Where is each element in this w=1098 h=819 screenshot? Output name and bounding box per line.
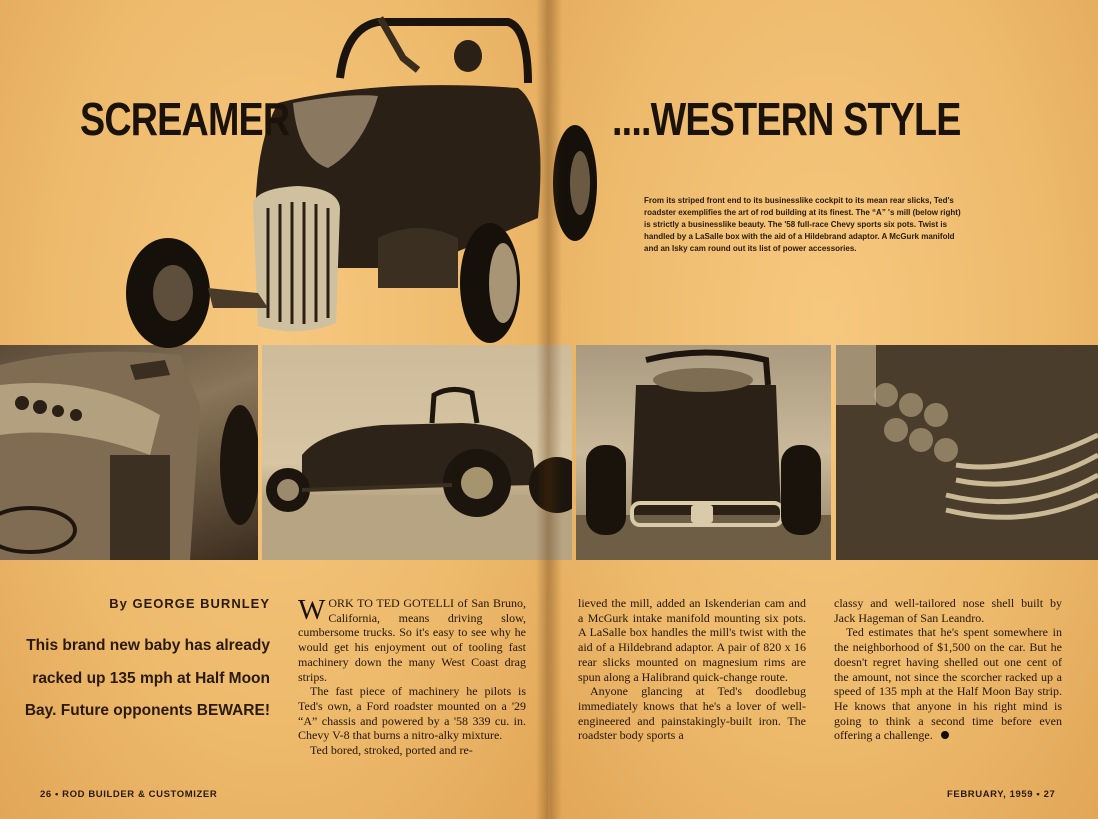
article-column-3 [834, 596, 1062, 743]
article-paragraph: Anyone glancing at Ted's doodlebug immediately knows that he's a lover of well-engineered and painstakingly-built iron. The roadster body sports a [578, 684, 806, 743]
folio-right: FEBRUARY, 1959 • 27 [947, 789, 1056, 800]
photo-roadster-rear-view [576, 345, 831, 560]
folio-left: 26 • ROD BUILDER & CUSTOMIZER [40, 789, 218, 800]
byline: By GEORGE BURNLEY [109, 596, 270, 611]
article-column-2 [578, 596, 806, 743]
article-paragraph: lieved the mill, added an Iskenderian cam and a McGurk intake manifold mounting six pots. A LaSalle box handles the mill's twist with the aid of a Hildebrand adaptor. A pair of 820 x 16 rear slicks mounted on magnesium rims are spun along a Halibrand quick-change route. [578, 596, 806, 684]
article-paragraph: Ted estimates that he's spent somewhere in the neighborhood of $1,500 on the car. But he doesn't regret having shelled out one cent of the amount, not since the scorcher racked up a speed of 135 mph at the Half Moon Bay strip. He knows that anyone in his right mind is going to think a second time before even offering a challenge. [834, 625, 1062, 743]
end-mark-icon [941, 731, 949, 739]
photo-roadster-front-three-quarter [118, 8, 608, 348]
photo-engine-closeup [836, 345, 1098, 560]
article-paragraph: classy and well-tailored nose shell built by Jack Hageman of San Leandro. [834, 596, 1062, 625]
photo-caption: From its striped front end to its businesslike cockpit to its mean rear slicks, Ted's roadster exemplifies the art of rod building at its finest. The “A” 's mill (below right) is strictly a businesslike beauty. The '58 full-race Chevy sports six pots. Twist is handled by a LaSalle box with the aid of a Hildebrand adaptor. A McGurk manifold and an Isky cam round out its list of power accessories. [644, 196, 961, 253]
article-paragraph: The fast piece of machinery he pilots is Ted's own, a Ford roadster mounted on a '29 “A” chassis and powered by a '58 339 cu. in. Chevy V-8 that burns a nitro-alky mixture. [298, 684, 526, 743]
article-column-1 [298, 596, 526, 758]
headline-left: SCREAMER [80, 93, 290, 145]
deck-subhead: This brand new baby has already racked up 135 mph at Half Moon Bay. Future opponents BEWARE! [24, 637, 270, 719]
article-paragraph: WORK TO TED GOTELLI of San Bruno, California, means driving slow, cumbersome trucks. So it's easy to see why he would get his enjoyment out of tooling fast machinery down the many West Coast drag strips. [298, 594, 526, 684]
article-paragraph: Ted bored, stroked, ported and re- [310, 743, 473, 758]
drop-cap: W [298, 594, 326, 626]
photo-roadster-side-view [262, 345, 572, 560]
headline-right: ....WESTERN STYLE [612, 93, 961, 145]
photo-dashboard-closeup [0, 345, 258, 560]
